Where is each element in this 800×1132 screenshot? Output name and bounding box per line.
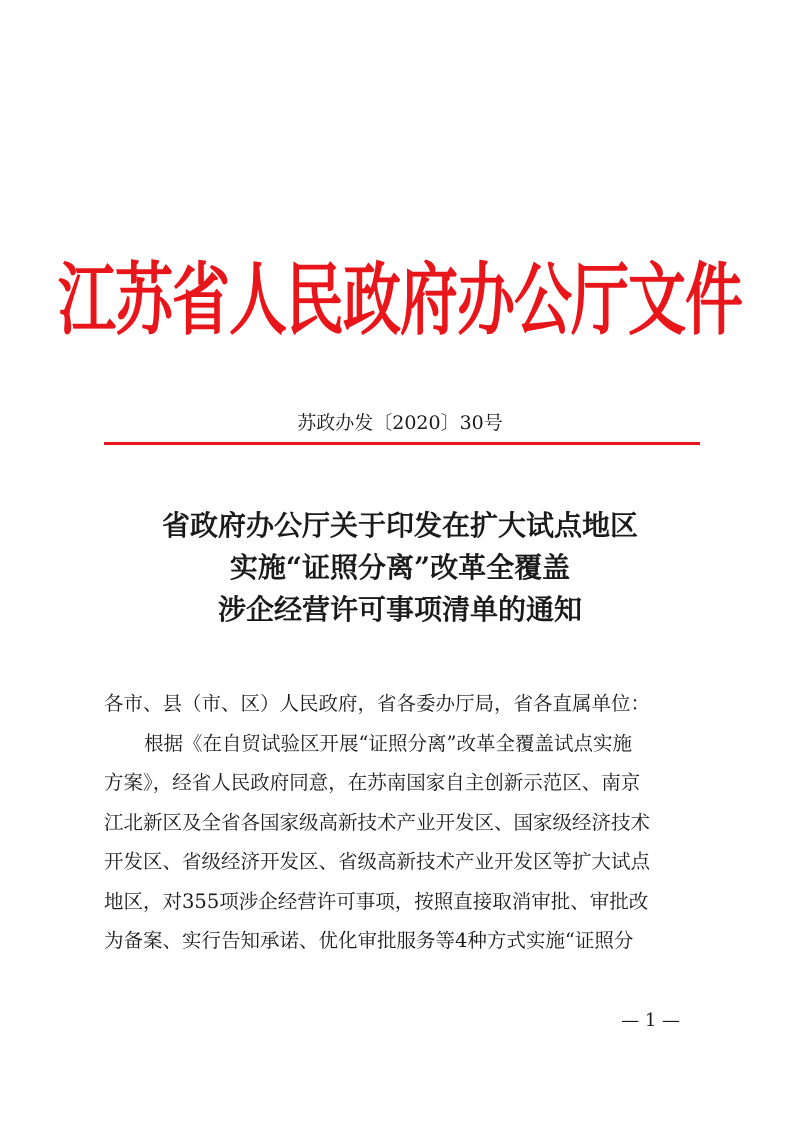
paragraph-line-4: 开发区、省级经济开发区、省级高新技术产业开发区等扩大试点 xyxy=(104,850,651,873)
document-number: 苏政办发〔2020〕30号 xyxy=(297,412,503,434)
paragraph-line-1: 根据《在自贸试验区开展“证照分离”改革全覆盖试点实施 xyxy=(144,731,632,755)
paragraph-line-6: 为备案、实行告知承诺、优化审批服务等4种方式实施“证照分 xyxy=(104,929,634,952)
red-divider-line xyxy=(104,442,700,445)
masthead-title: 江苏省人民政府办公厅文件 xyxy=(57,254,742,346)
title-line-1: 省政府办公厅关于印发在扩大试点地区 xyxy=(161,509,638,542)
salutation: 各市、县（市、区）人民政府，省各委办厅局，省各直属单位： xyxy=(104,692,651,715)
paragraph-line-5: 地区，对355项涉企经营许可事项，按照直接取消审批、审批改 xyxy=(104,889,649,913)
paragraph-line-2: 方案》，经省人民政府同意，在苏南国家自主创新示范区、南京 xyxy=(104,771,641,794)
title-line-2: 实施“证照分离”改革全覆盖 xyxy=(229,551,571,584)
title-line-3: 涉企经营许可事项清单的通知 xyxy=(217,593,582,626)
paragraph-line-3: 江北新区及全省各国家级高新技术产业开发区、国家级经济技术 xyxy=(104,810,651,834)
page-number: — 1 — xyxy=(621,1010,680,1031)
document-body xyxy=(104,684,704,961)
document-title xyxy=(0,505,800,631)
